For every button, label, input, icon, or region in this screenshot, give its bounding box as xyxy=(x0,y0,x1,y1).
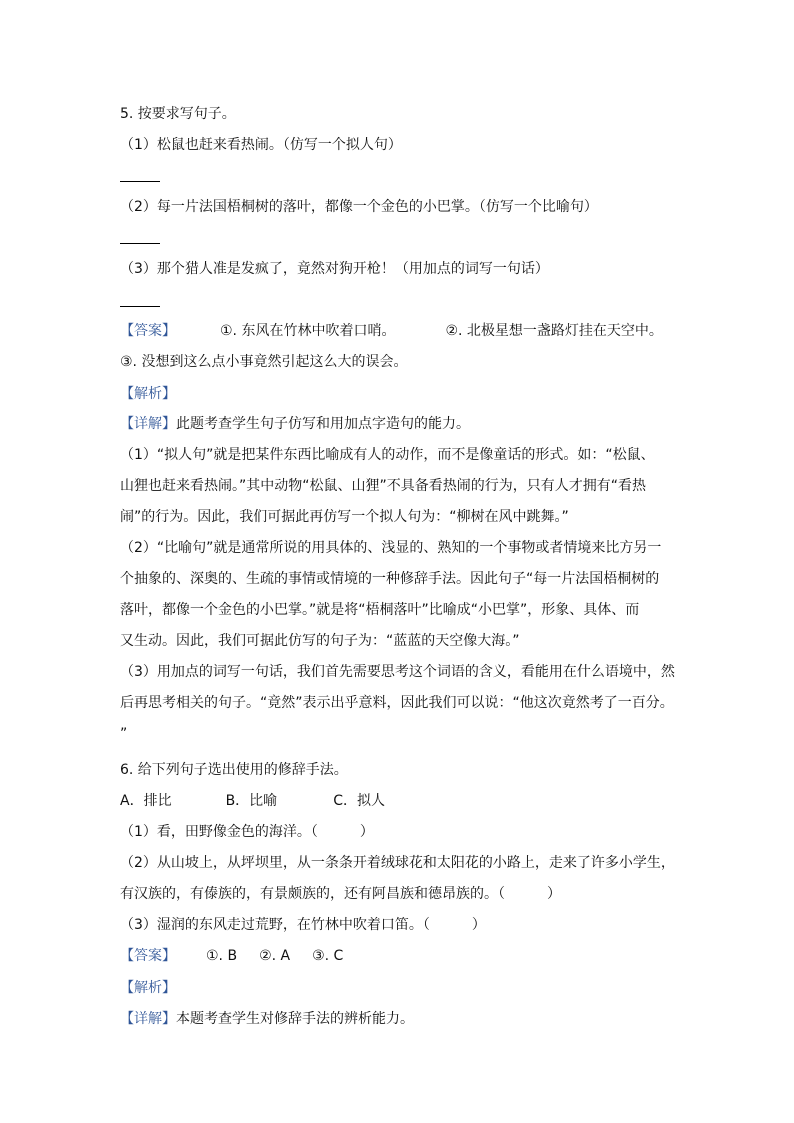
q6-detail xyxy=(120,1009,414,1029)
q5-prompt-1: （1）松鼠也赶来看热闹。（仿写一个拟人句） xyxy=(120,137,402,153)
detail-tag: 【详解】 xyxy=(120,416,176,432)
q6-prompt-1: （1）看，田野像金色的海洋。（ ） xyxy=(120,824,374,840)
option-c: C．拟人 xyxy=(333,793,385,809)
q6-title: 6. 给下列句子选出使用的修辞手法。 xyxy=(120,762,348,778)
q6-options xyxy=(120,791,385,811)
q5-blank-2[interactable] xyxy=(120,243,160,244)
q5-explain-2-line-4: 又生动。因此，我们可据此仿写的句子为：“蓝蓝的天空像大海。” xyxy=(120,633,520,649)
q6-prompt-2-line-2: 有汉族的，有傣族的，有景颇族的，还有阿昌族和德昂族的。（ ） xyxy=(120,886,561,902)
q5-explain-2-line-2: 个抽象的、深奥的、生疏的事情或情境的一种修辞手法。因此句子“每一片法国梧桐树的 xyxy=(120,571,660,587)
answer-item-1: ①. B xyxy=(206,948,238,964)
q5-title: 5. 按要求写句子。 xyxy=(120,106,236,122)
q5-explain-3-line-2: 后再思考相关的句子。“竟然”表示出乎意料，因此我们可以说：“他这次竟然考了一百分。 xyxy=(120,695,674,711)
q5-analysis-tag: 【解析】 xyxy=(120,386,176,402)
q6-prompt-3: （3）湿润的东风走过荒野，在竹林中吹着口笛。（ ） xyxy=(120,917,486,933)
answer-tag: 【答案】 xyxy=(120,948,176,964)
option-b: B．比喻 xyxy=(225,793,278,809)
answer-item-2: ②. A xyxy=(259,948,291,964)
q5-answer-row xyxy=(120,321,663,341)
detail-text: 此题考查学生句子仿写和用加点字造句的能力。 xyxy=(176,416,470,432)
answer-item-1: ①. 东风在竹林中吹着口哨。 xyxy=(220,323,396,339)
q5-blank-1[interactable] xyxy=(120,181,160,182)
option-a: A．排比 xyxy=(120,793,172,809)
answer-item-3: ③. C xyxy=(312,948,344,964)
detail-text: 本题考查学生对修辞手法的辨析能力。 xyxy=(176,1011,414,1027)
q6-answer-row xyxy=(120,946,343,966)
answer-item-2: ②. 北极星想一盏路灯挂在天空中。 xyxy=(445,323,663,339)
q5-explain-1-line-3: 闹”的行为。因此，我们可据此再仿写一个拟人句为：“柳树在风中跳舞。” xyxy=(120,509,569,525)
q5-explain-1-line-2: 山狸也赶来看热闹。”其中动物“松鼠、山狸”不具备看热闹的行为，只有人才拥有“看热 xyxy=(120,478,647,494)
q5-prompt-3: （3）那个猎人准是发疯了，竟然对狗开枪！（用加点的词写一句话） xyxy=(120,261,549,277)
q5-blank-3[interactable] xyxy=(120,306,160,307)
q5-answer-3: ③. 没想到这么点小事竟然引起这么大的误会。 xyxy=(120,354,408,370)
q5-detail xyxy=(120,414,470,434)
q5-explain-3-line-3: ” xyxy=(120,726,128,742)
q5-explain-2-line-1: （2）“比喻句”就是通常所说的用具体的、浅显的、熟知的一个事物或者情境来比方另一 xyxy=(120,540,662,556)
q5-explain-1-line-1: （1）“拟人句”就是把某件东西比喻成有人的动作，而不是像童话的形式。如：“松鼠、 xyxy=(120,447,655,463)
q5-prompt-2: （2）每一片法国梧桐树的落叶，都像一个金色的小巴掌。（仿写一个比喻句） xyxy=(120,199,598,215)
q6-prompt-2-line-1: （2）从山坡上，从坪坝里，从一条条开着绒球花和太阳花的小路上，走来了许多小学生， xyxy=(120,855,675,871)
q6-analysis-tag: 【解析】 xyxy=(120,980,176,996)
answer-tag: 【答案】 xyxy=(120,323,176,339)
q5-explain-3-line-1: （3）用加点的词写一句话，我们首先需要思考这个词语的含义，看能用在什么语境中，然 xyxy=(120,664,675,680)
detail-tag: 【详解】 xyxy=(120,1011,176,1027)
q5-explain-2-line-3: 落叶，都像一个金色的小巴掌。”就是将“梧桐落叶”比喻成“小巴掌”，形象、具体、而 xyxy=(120,602,640,618)
